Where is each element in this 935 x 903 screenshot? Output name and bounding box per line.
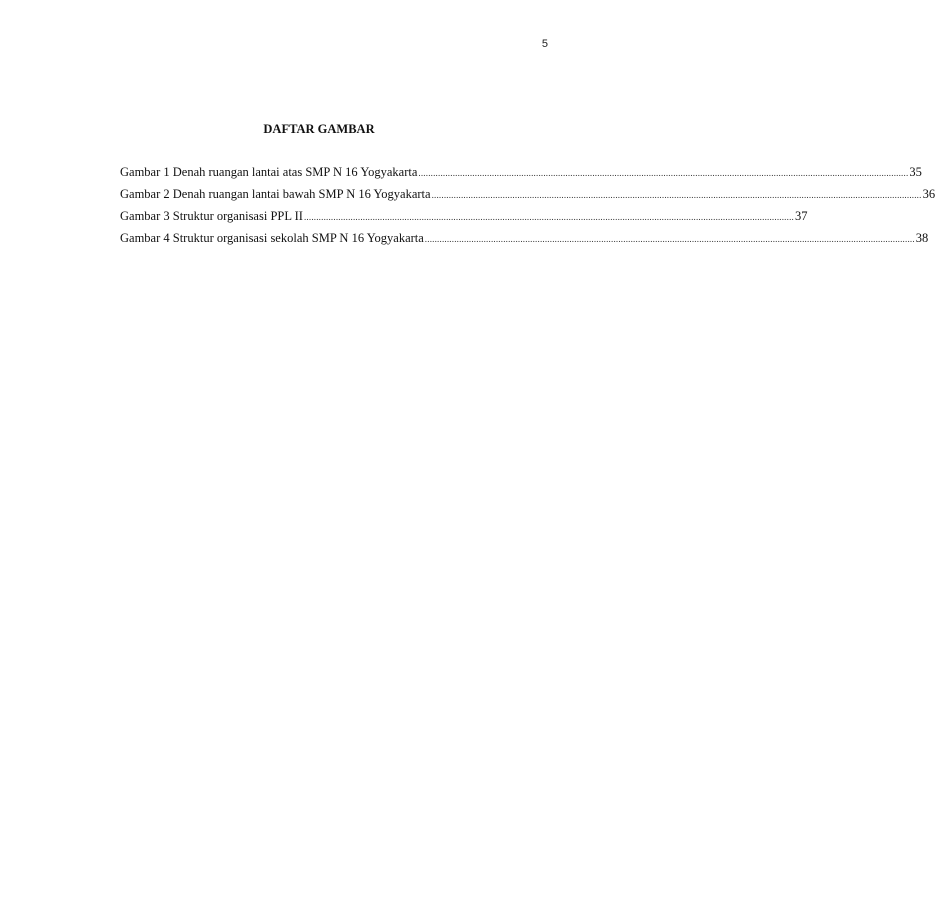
toc-entry [120,187,935,209]
toc-entry-page: 38 [915,231,929,245]
toc-entry-label: Gambar 2 Denah ruangan lantai bawah SMP N 16 Yogyakarta [120,187,431,201]
list-of-figures [120,165,935,253]
toc-entry-label: Gambar 1 Denah ruangan lantai atas SMP N 16 Yogyakarta [120,165,418,179]
page-title: DAFTAR GAMBAR [263,122,375,136]
toc-leader-dots: ........................................................................................................................................................................................................ [424,234,915,244]
toc-leader-dots: ........................................................................................................................................................................................................ [431,190,922,200]
toc-leader-dots: ........................................................................................................................................................................................................ [418,168,909,178]
toc-entry [120,209,808,231]
toc-entry-page: 36 [922,187,935,201]
toc-entry-label: Gambar 3 Struktur organisasi PPL II [120,209,303,223]
page-number: 5 [541,38,548,50]
toc-entry-page: 37 [794,209,808,223]
toc-leader-dots: ........................................................................................................................................................................................................ [303,212,794,222]
toc-entry [120,165,922,187]
toc-entry [120,231,929,253]
toc-entry-page: 35 [909,165,922,179]
toc-entry-label: Gambar 4 Struktur organisasi sekolah SMP N 16 Yogyakarta [120,231,424,245]
